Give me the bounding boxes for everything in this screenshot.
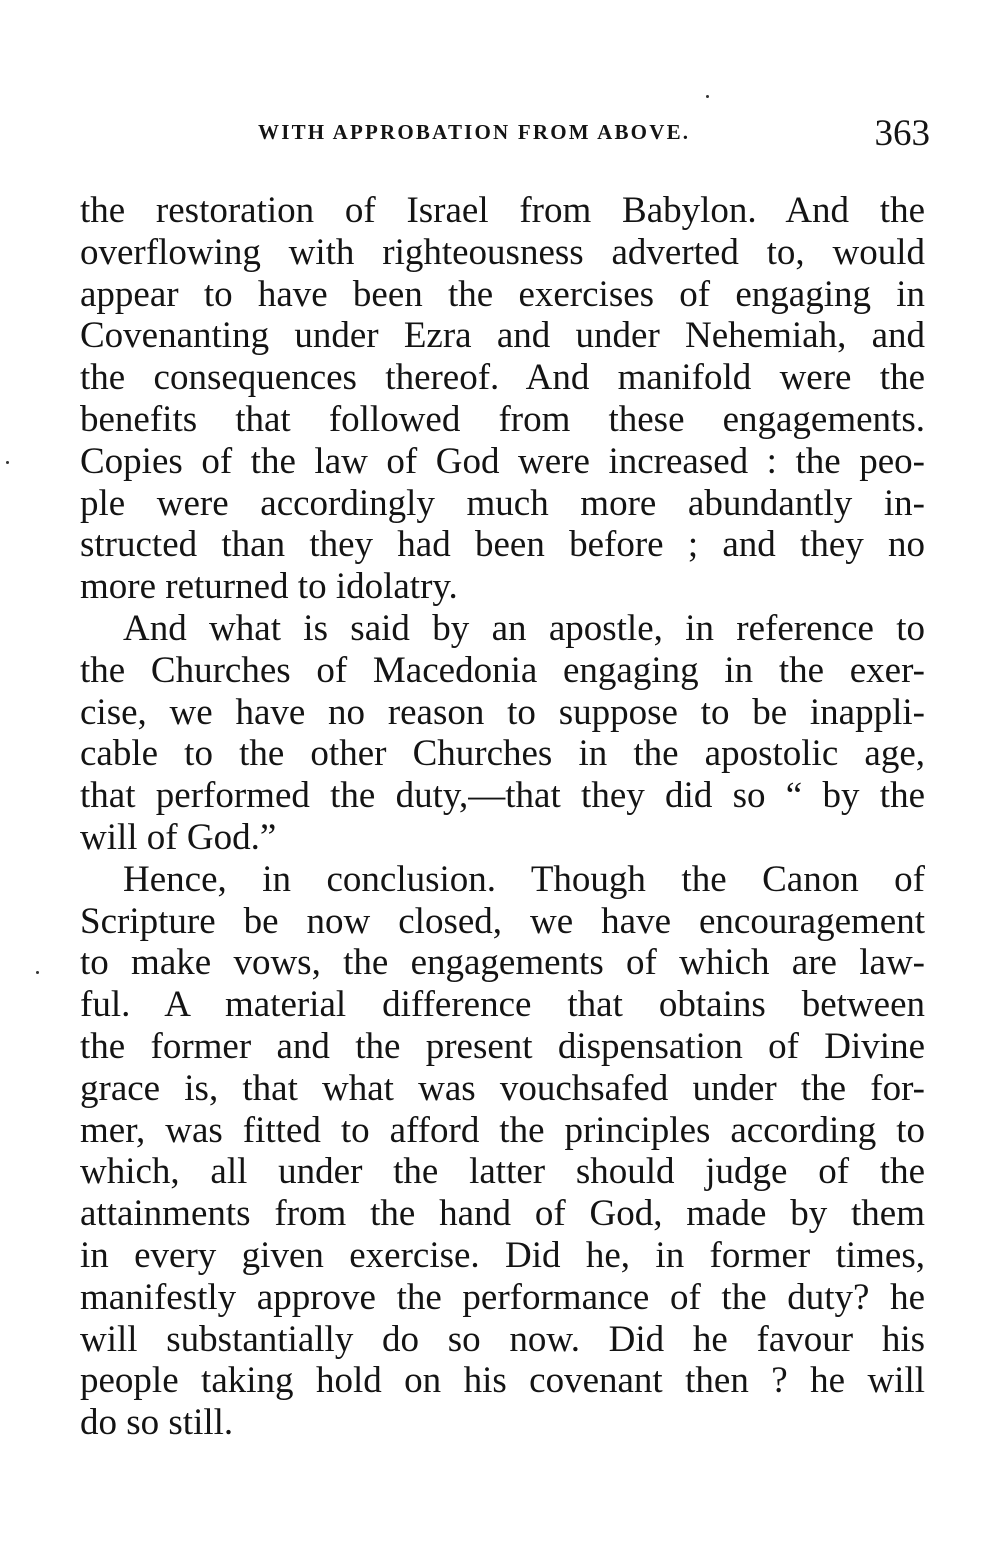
text-line: Scripture be now closed, we have encouragement [80,900,925,942]
text-line: that performed the duty,—that they did so “ by the [80,775,925,817]
text-line: more returned to idolatry. [80,566,458,608]
print-speck [706,95,709,98]
text-line: ple were accordingly much more abundantly in- [80,482,925,524]
text-line: structed than they had been before ; and they no [80,524,925,566]
text-line: Covenanting under Ezra and under Nehemiah, and [80,315,925,357]
print-speck [6,461,9,464]
running-title: WITH APPROBATION FROM ABOVE. [258,120,691,144]
body-text [80,190,925,1444]
text-line: cable to the other Churches in the apostolic age, [80,733,925,775]
text-line: Copies of the law of God were increased : the peo- [80,440,925,482]
text-line: will of God.” [80,816,277,858]
text-line: appear to have been the exercises of engaging in [80,273,925,315]
text-line: the Churches of Macedonia engaging in the exer- [80,649,925,691]
print-speck [36,971,39,974]
text-line: mer, was fitted to afford the principles according to [80,1109,925,1151]
paragraph-first-line: Hence, in conclusion. Though the Canon of [123,858,925,900]
text-line: people taking hold on his covenant then ? he will [80,1360,925,1402]
text-line: the consequences thereof. And manifold were the [80,357,925,399]
text-line: attainments from the hand of God, made by them [80,1193,925,1235]
text-line: ful. A material difference that obtains between [80,984,925,1026]
text-line: the restoration of Israel from Babylon. And the [80,190,925,231]
text-line: the former and the present dispensation of Divine [80,1025,925,1067]
text-line: manifestly approve the performance of the duty? he [80,1276,925,1318]
text-line: in every given exercise. Did he, in former times, [80,1234,925,1276]
paragraph-first-line: And what is said by an apostle, in reference to [123,607,925,649]
text-line: to make vows, the engagements of which are law- [80,942,925,984]
text-line: overflowing with righteousness adverted to, would [80,231,925,273]
text-line: will substantially do so now. Did he favour his [80,1318,925,1360]
text-line: do so still. [80,1402,234,1444]
text-line: benefits that followed from these engagements. [80,398,925,440]
text-line: cise, we have no reason to suppose to be inappli- [80,691,925,733]
running-head [80,112,930,156]
text-line: grace is, that what was vouchsafed under the for- [80,1067,925,1109]
page-number: 363 [874,113,930,154]
text-line: which, all under the latter should judge of the [80,1151,925,1193]
